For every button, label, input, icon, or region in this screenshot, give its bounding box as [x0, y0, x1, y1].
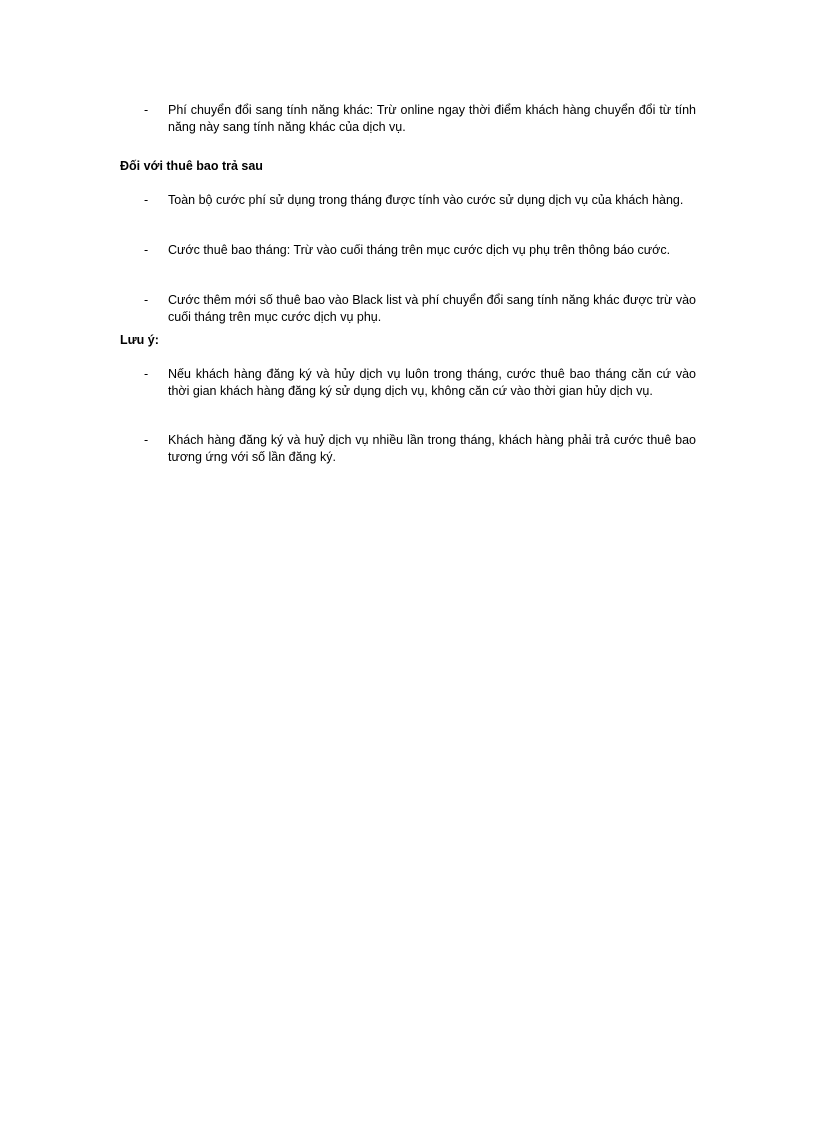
- list-item: [120, 432, 696, 466]
- list-item: [120, 192, 696, 209]
- list-item-text: Khách hàng đăng ký và huỷ dịch vụ nhiều lần trong tháng, khách hàng phải trả cước thuê bao tương ứng với số lần đăng ký.: [168, 433, 696, 464]
- bullet-dash: -: [144, 193, 149, 207]
- list-item-text: Cước thêm mới số thuê bao vào Black list và phí chuyển đổi sang tính năng khác được trừ vào cuối tháng trên mục cước dịch vụ phụ.: [168, 293, 696, 324]
- list-item: [120, 102, 696, 136]
- bullet-dash: -: [144, 367, 149, 381]
- bullet-dash: -: [144, 433, 149, 447]
- section-heading-postpaid: Đối với thuê bao trả sau: [120, 159, 263, 173]
- list-item-text: Phí chuyển đổi sang tính năng khác: Trừ online ngay thời điểm khách hàng chuyển đổi từ tính năng này sang tính năng khác của dịch vụ.: [168, 103, 696, 134]
- bullet-dash: -: [144, 293, 149, 307]
- list-item: [120, 292, 696, 326]
- bullet-dash: -: [144, 243, 149, 257]
- list-item-text: Toàn bộ cước phí sử dụng trong tháng được tính vào cước sử dụng dịch vụ của khách hàng.: [168, 193, 684, 207]
- list-item-text: Cước thuê bao tháng: Trừ vào cuối tháng trên mục cước dịch vụ phụ trên thông báo cước.: [168, 243, 671, 257]
- list-item: [120, 242, 696, 259]
- list-item: [120, 366, 696, 400]
- note-heading: Lưu ý:: [120, 333, 159, 347]
- list-item-text: Nếu khách hàng đăng ký và hủy dịch vụ luôn trong tháng, cước thuê bao tháng căn cứ vào thời gian khách hàng đăng ký sử dụng dịch vụ, không căn cứ vào thời gian hủy dịch vụ.: [168, 367, 696, 398]
- bullet-dash: -: [144, 103, 149, 117]
